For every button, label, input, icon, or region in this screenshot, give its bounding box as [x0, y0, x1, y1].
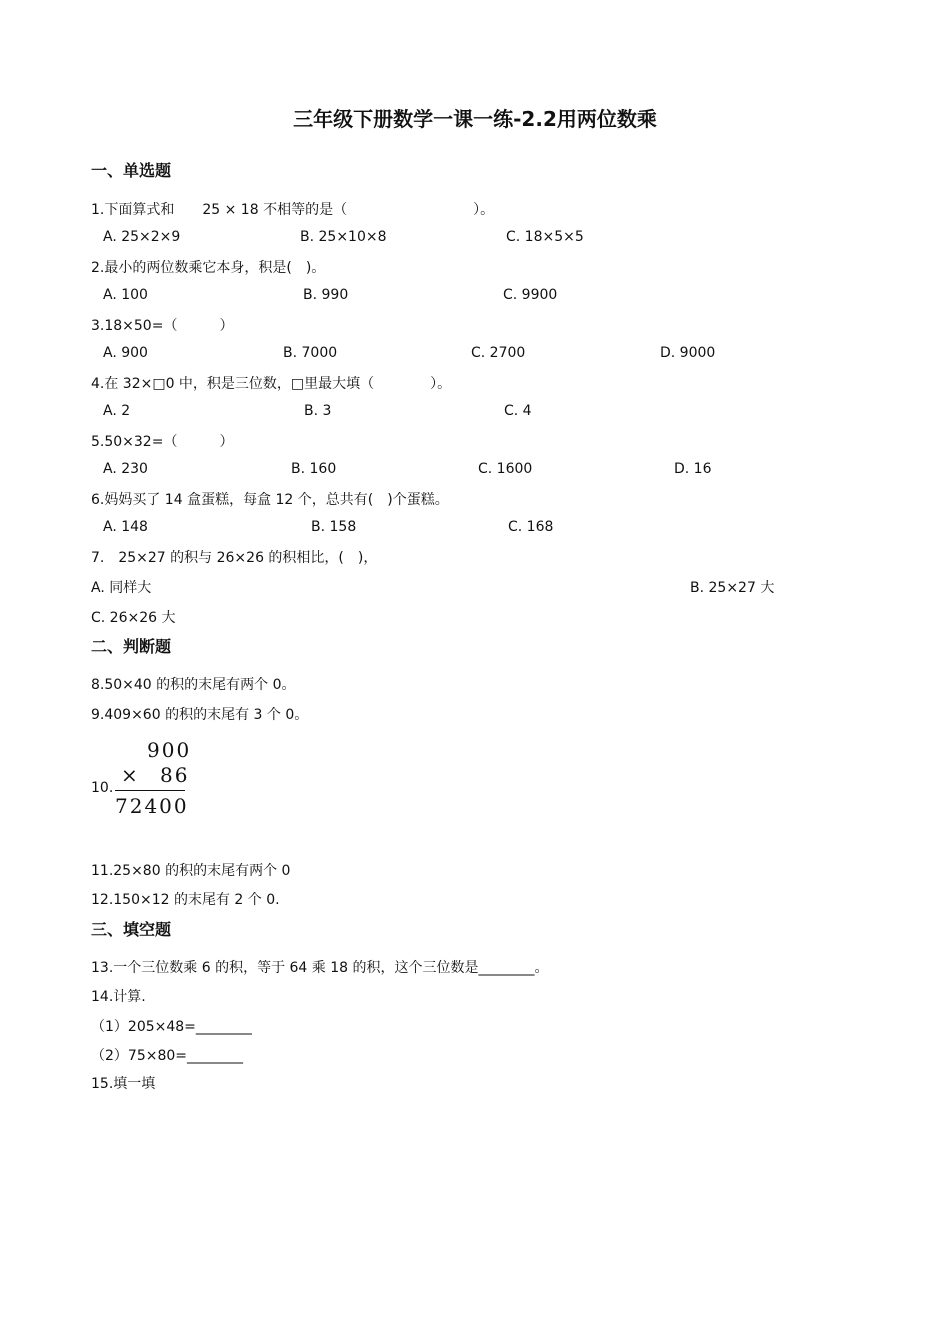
section-heading-true-false: 二、判断题: [91, 637, 172, 656]
q10-rule: [115, 790, 185, 791]
q7-option-b: B. 25×27 大: [690, 580, 775, 596]
q14-part-2: （2）75×80=________: [91, 1048, 243, 1064]
q10-multiplicand: 900: [147, 738, 192, 762]
question-3: 3.18×50=（ ）: [91, 318, 234, 334]
q5-option-c: C. 1600: [478, 461, 533, 477]
section-heading-single-choice: 一、单选题: [91, 161, 172, 180]
q4-option-c: C. 4: [504, 403, 532, 419]
q4-option-b: B. 3: [304, 403, 332, 419]
q1-option-c: C. 18×5×5: [506, 229, 584, 245]
q1-option-b: B. 25×10×8: [300, 229, 387, 245]
q1-option-a: A. 25×2×9: [103, 229, 181, 245]
q7-option-a: A. 同样大: [91, 580, 152, 596]
q4-option-a: A. 2: [103, 403, 131, 419]
q6-option-b: B. 158: [311, 519, 357, 535]
question-1: 1.下面算式和 25 × 18 不相等的是（ ）。: [91, 202, 495, 218]
q10-label: 10.: [91, 780, 114, 796]
q7-option-c: C. 26×26 大: [91, 610, 176, 626]
q3-option-c: C. 2700: [471, 345, 526, 361]
question-13: 13.一个三位数乘 6 的积，等于 64 乘 18 的积，这个三位数是________。: [91, 960, 549, 976]
q3-option-b: B. 7000: [283, 345, 338, 361]
q5-option-a: A. 230: [103, 461, 148, 477]
q3-option-d: D. 9000: [660, 345, 716, 361]
q10-times-sign: ×: [121, 763, 140, 787]
q14-part-1: （1）205×48=________: [91, 1019, 252, 1035]
q5-option-d: D. 16: [674, 461, 712, 477]
section-heading-fill-in: 三、填空题: [91, 920, 172, 939]
question-2: 2.最小的两位数乘它本身，积是( )。: [91, 260, 326, 276]
q6-option-c: C. 168: [508, 519, 554, 535]
question-11: 11.25×80 的积的末尾有两个 0: [91, 863, 291, 879]
question-7: 7. 25×27 的积与 26×26 的积相比，( )，: [91, 550, 378, 566]
question-5: 5.50×32=（ ）: [91, 434, 234, 450]
question-10-vertical-multiplication: [91, 738, 211, 822]
question-4: 4.在 32×□0 中，积是三位数，□里最大填（ ）。: [91, 376, 452, 392]
q2-option-c: C. 9900: [503, 287, 558, 303]
page-title: 三年级下册数学一课一练-2.2用两位数乘: [293, 107, 657, 131]
q2-option-b: B. 990: [303, 287, 349, 303]
q2-option-a: A. 100: [103, 287, 148, 303]
question-8: 8.50×40 的积的末尾有两个 0。: [91, 677, 296, 693]
q10-result: 72400: [115, 794, 189, 818]
question-6: 6.妈妈买了 14 盒蛋糕，每盒 12 个，总共有( )个蛋糕。: [91, 492, 449, 508]
q10-multiplier: 86: [160, 763, 190, 787]
question-14: 14.计算.: [91, 989, 146, 1005]
question-12: 12.150×12 的末尾有 2 个 0.: [91, 892, 280, 908]
q3-option-a: A. 900: [103, 345, 148, 361]
question-9: 9.409×60 的积的末尾有 3 个 0。: [91, 707, 309, 723]
q6-option-a: A. 148: [103, 519, 148, 535]
question-15: 15.填一填: [91, 1076, 156, 1092]
q5-option-b: B. 160: [291, 461, 337, 477]
